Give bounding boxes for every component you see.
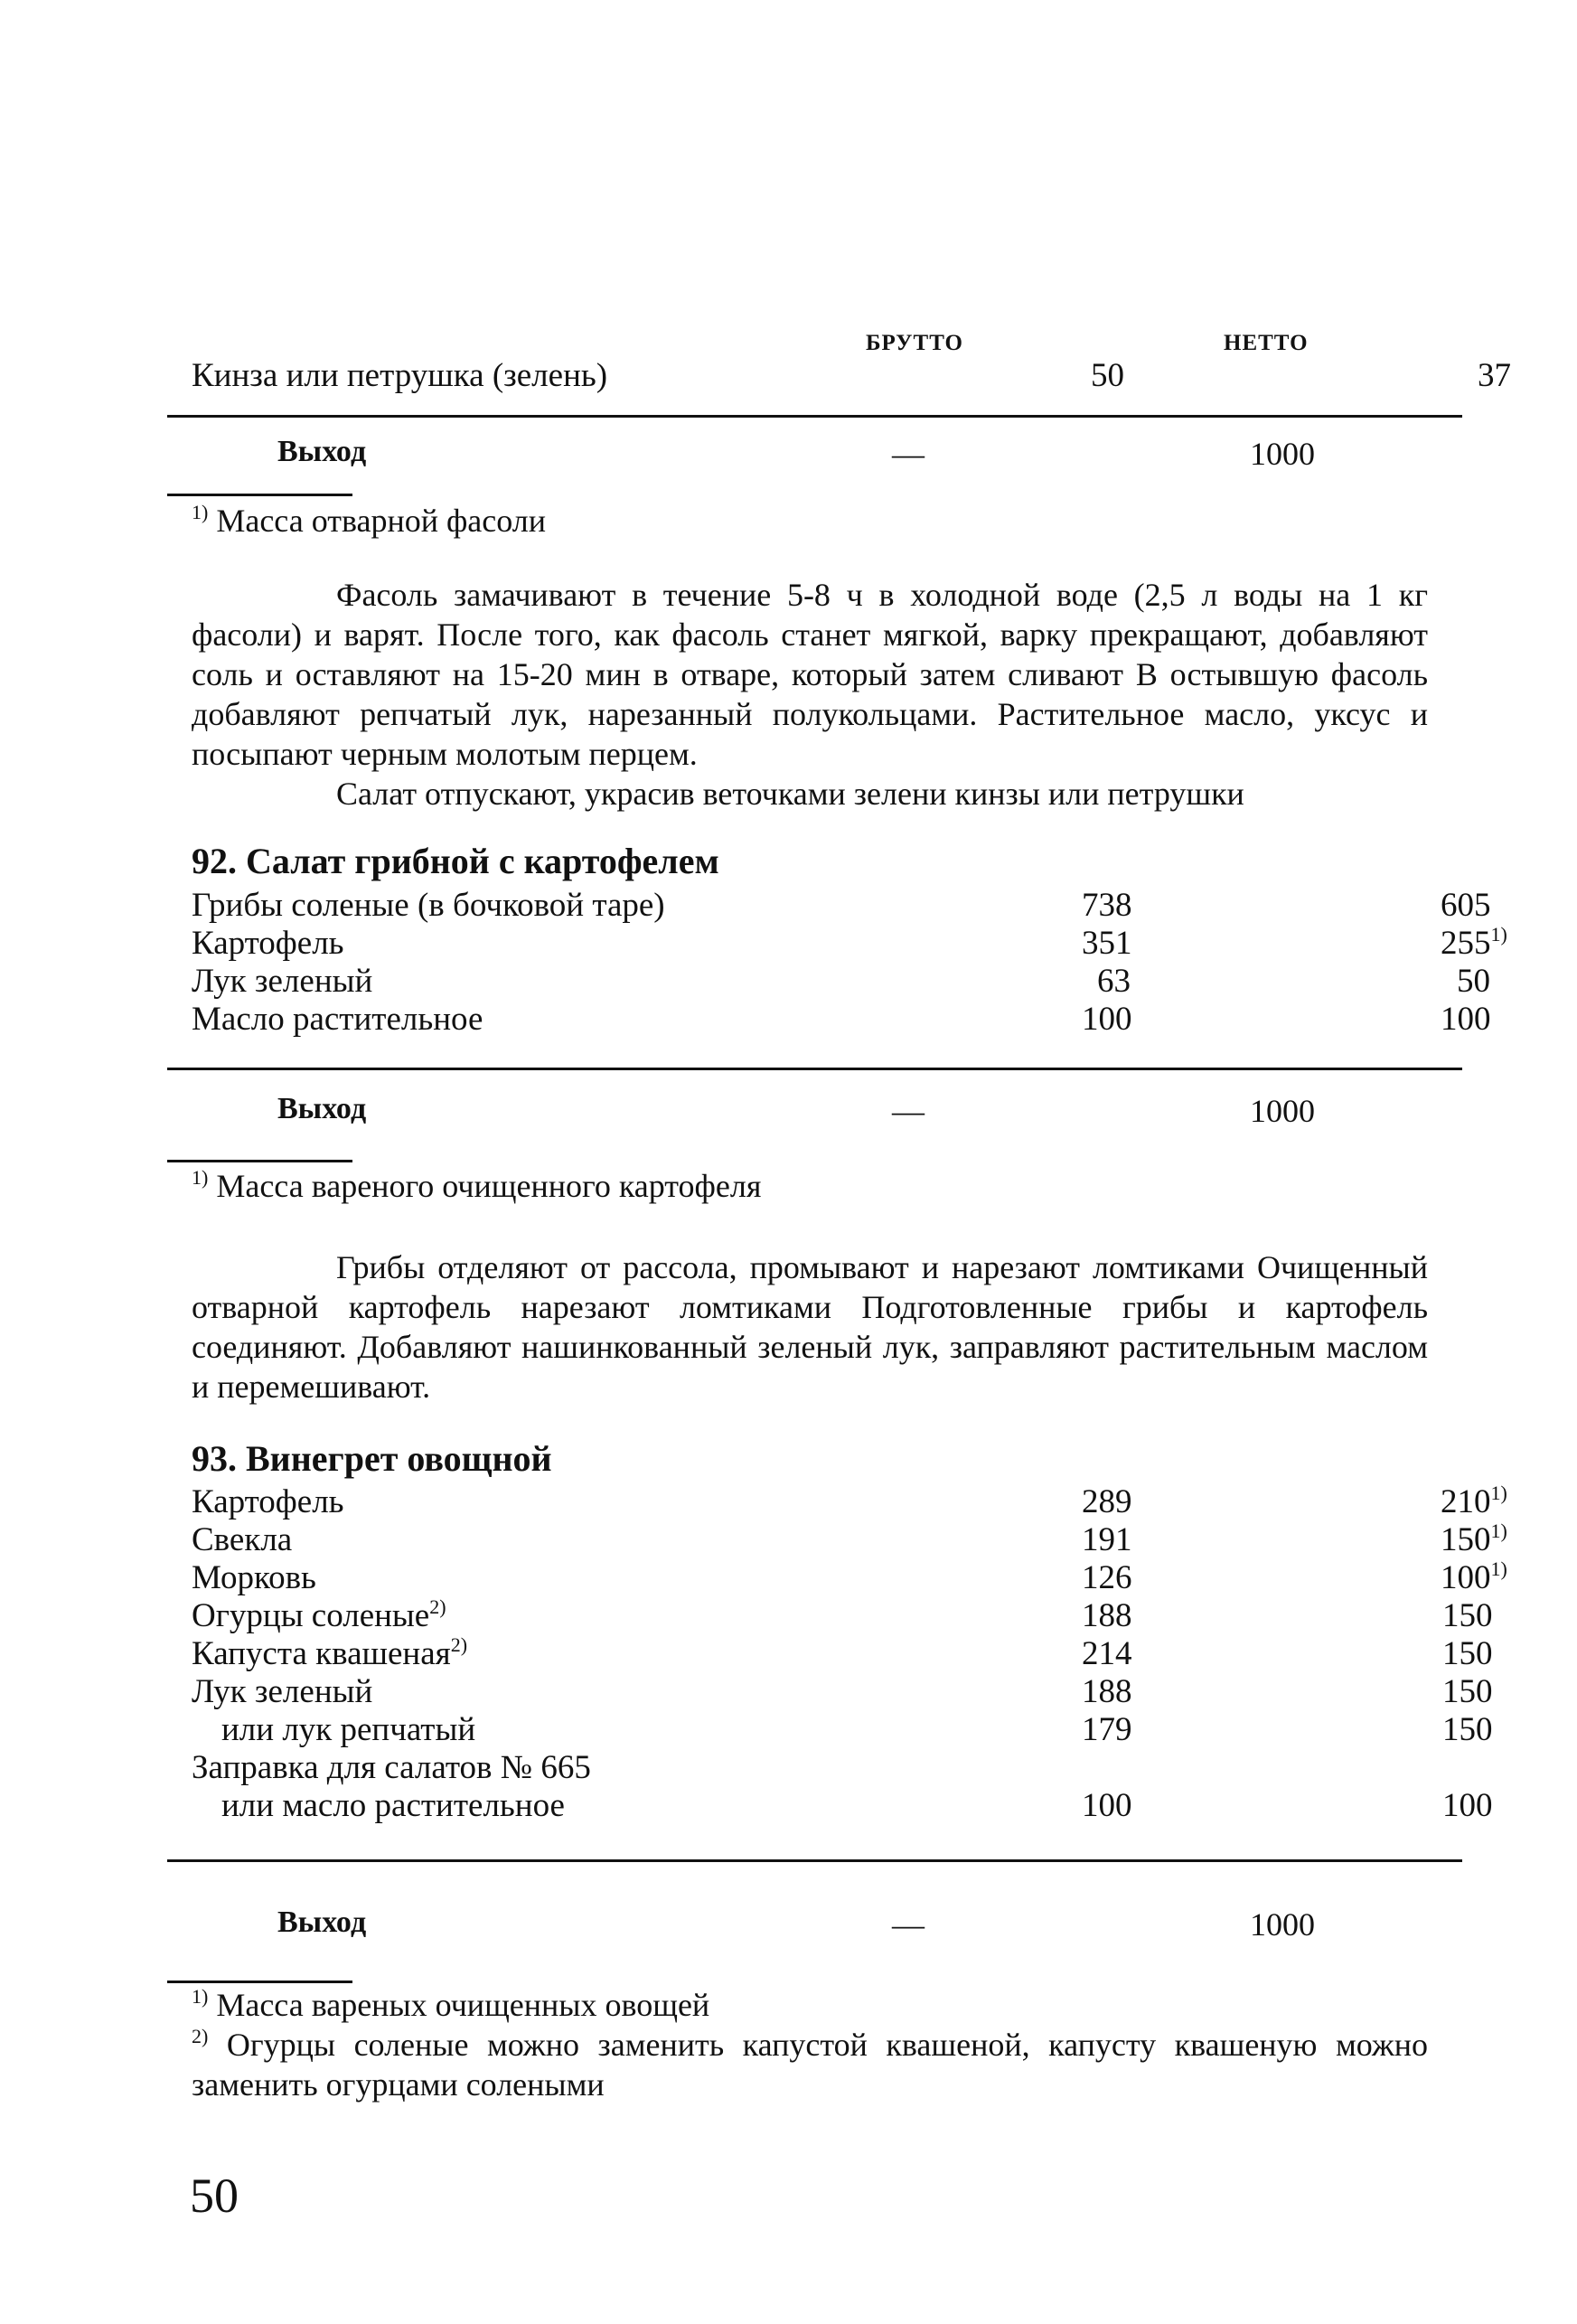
ingredient-row <box>192 960 1490 1003</box>
ingredient-row <box>192 1670 1493 1714</box>
paragraph: Салат отпускают, украсив веточками зелени кинзы или петрушки <box>336 776 1244 812</box>
output-brutto: — <box>892 1093 925 1129</box>
netto-value: 100 <box>1441 1001 1491 1038</box>
brutto-value: 351 <box>1082 925 1132 962</box>
method-text <box>192 575 1428 814</box>
brutto-value: 738 <box>1082 887 1132 924</box>
brutto-value: 188 <box>1082 1597 1132 1634</box>
footnote-mark: 2) <box>192 2025 209 2047</box>
output-brutto: — <box>892 436 925 472</box>
ingredient-name: Масло растительное <box>192 1001 483 1038</box>
column-header-brutto: БРУТТО <box>866 331 963 355</box>
table-rule <box>167 1859 1462 1862</box>
ingredient-name: Заправка для салатов № 665 <box>192 1749 591 1786</box>
output-brutto: — <box>892 1906 925 1943</box>
ingredient-name: Грибы соленые (в бочковой таре) <box>192 887 665 924</box>
ingredient-row <box>192 1557 1507 1600</box>
brutto-value: 100 <box>1082 1787 1132 1824</box>
footnote-rule <box>167 1981 352 1983</box>
page-number: 50 <box>190 2169 239 2223</box>
netto-value: 255$^{1)}$ <box>1441 923 1507 962</box>
brutto-value: 63 <box>1097 963 1131 1000</box>
brutto-value: 289 <box>1082 1483 1132 1520</box>
ingredient-name: Лук зеленый <box>192 1673 373 1710</box>
brutto-value: 191 <box>1082 1521 1132 1558</box>
brutto-value: 50 <box>1091 357 1124 394</box>
ingredient-row <box>192 1708 1493 1752</box>
ingredient-name: Картофель <box>192 1483 344 1520</box>
footnote <box>192 501 1428 541</box>
ingredient-row <box>192 1784 1493 1828</box>
recipe-title: 93. Винегрет овощной <box>192 1438 552 1479</box>
netto-value: 150$^{1)}$ <box>1441 1520 1507 1558</box>
footnote-rule <box>167 494 352 496</box>
ingredient-row <box>192 1632 1493 1676</box>
output-netto: 1000 <box>1250 1906 1315 1943</box>
brutto-value: 188 <box>1082 1673 1132 1710</box>
netto-value: 150 <box>1442 1635 1493 1672</box>
netto-value: 100 <box>1442 1787 1493 1824</box>
table-rule <box>167 415 1462 418</box>
footnote-mark: 1) <box>192 501 209 523</box>
netto-value: 150 <box>1442 1711 1493 1748</box>
footnote-text: Масса отварной фасоли <box>216 503 547 539</box>
output-label: Выход <box>277 1092 367 1125</box>
ingredient-row <box>192 354 1511 398</box>
ingredient-row <box>192 922 1507 965</box>
method-text <box>192 1247 1428 1407</box>
ingredient-row <box>192 884 1491 927</box>
netto-value: 50 <box>1457 963 1490 1000</box>
ingredient-name: Свекла <box>192 1521 293 1558</box>
ingredient-row <box>192 1746 1457 1790</box>
ingredient-name: Лук зеленый <box>192 963 373 1000</box>
footnote-text: Масса вареных очищенных овощей <box>216 1987 710 2023</box>
footnote-text: Масса вареного очищенного картофеля <box>216 1168 762 1204</box>
ingredient-name: или масло растительное <box>221 1787 565 1824</box>
netto-value: 150 <box>1442 1597 1493 1634</box>
netto-value: 605 <box>1441 887 1491 924</box>
recipe-title: 92. Салат грибной с картофелем <box>192 841 719 881</box>
brutto-value: 179 <box>1082 1711 1132 1748</box>
column-header-netto: НЕТТО <box>1224 331 1309 355</box>
footnote <box>192 1985 1428 2025</box>
footnote <box>192 1166 1428 1206</box>
footnote-mark: 1) <box>192 1166 209 1189</box>
footnote-rule <box>167 1160 352 1162</box>
ingredient-name: Огурцы соленые$^{2)}$ <box>192 1595 446 1634</box>
ingredient-name: Кинза или петрушка (зелень) <box>192 357 608 394</box>
output-netto: 1000 <box>1250 1093 1315 1129</box>
ingredient-row <box>192 1481 1507 1524</box>
ingredient-name: или лук репчатый <box>221 1711 476 1748</box>
output-label: Выход <box>277 435 367 468</box>
netto-value: 150 <box>1442 1673 1493 1710</box>
ingredient-name: Картофель <box>192 925 344 962</box>
brutto-value: 126 <box>1082 1559 1132 1596</box>
output-netto: 1000 <box>1250 436 1315 472</box>
footnote-mark: 1) <box>192 1985 209 2008</box>
brutto-value: 214 <box>1082 1635 1132 1672</box>
brutto-value: 100 <box>1082 1001 1132 1038</box>
output-label: Выход <box>277 1905 367 1939</box>
footnote <box>192 2025 1428 2104</box>
ingredient-name: Морковь <box>192 1559 316 1596</box>
netto-value: 100$^{1)}$ <box>1441 1557 1507 1596</box>
paragraph: Фасоль замачивают в течение 5-8 ч в холодной воде (2,5 л воды на 1 кг фасоли) и варят. После того, как фасоль станет мягкой, варку прекращают, добавляют соль и оставляют на 15-20 мин в отваре, который затем сливают В остывшую фасоль добавляют репчатый лук, нарезанный полукольцами. Растительное масло, уксус и посыпают черным молотым перцем. <box>192 577 1428 772</box>
table-rule <box>167 1068 1462 1070</box>
ingredient-row <box>192 1595 1493 1638</box>
netto-value: 37 <box>1478 357 1511 394</box>
footnote-text: Огурцы соленые можно заменить капустой квашеной, капусту квашеную можно заменить огурцами солеными <box>192 2027 1428 2103</box>
ingredient-name: Капуста квашеная$^{2)}$ <box>192 1633 468 1672</box>
ingredient-row <box>192 1519 1507 1562</box>
ingredient-row <box>192 998 1491 1041</box>
netto-value: 210$^{1)}$ <box>1441 1482 1507 1520</box>
paragraph: Грибы отделяют от рассола, промывают и нарезают ломтиками Очищенный отварной картофель нарезают ломтиками Подготовленные грибы и картофель соединяют. Добавляют нашинкованный зеленый лук, заправляют растительным маслом и перемешивают. <box>192 1249 1428 1405</box>
